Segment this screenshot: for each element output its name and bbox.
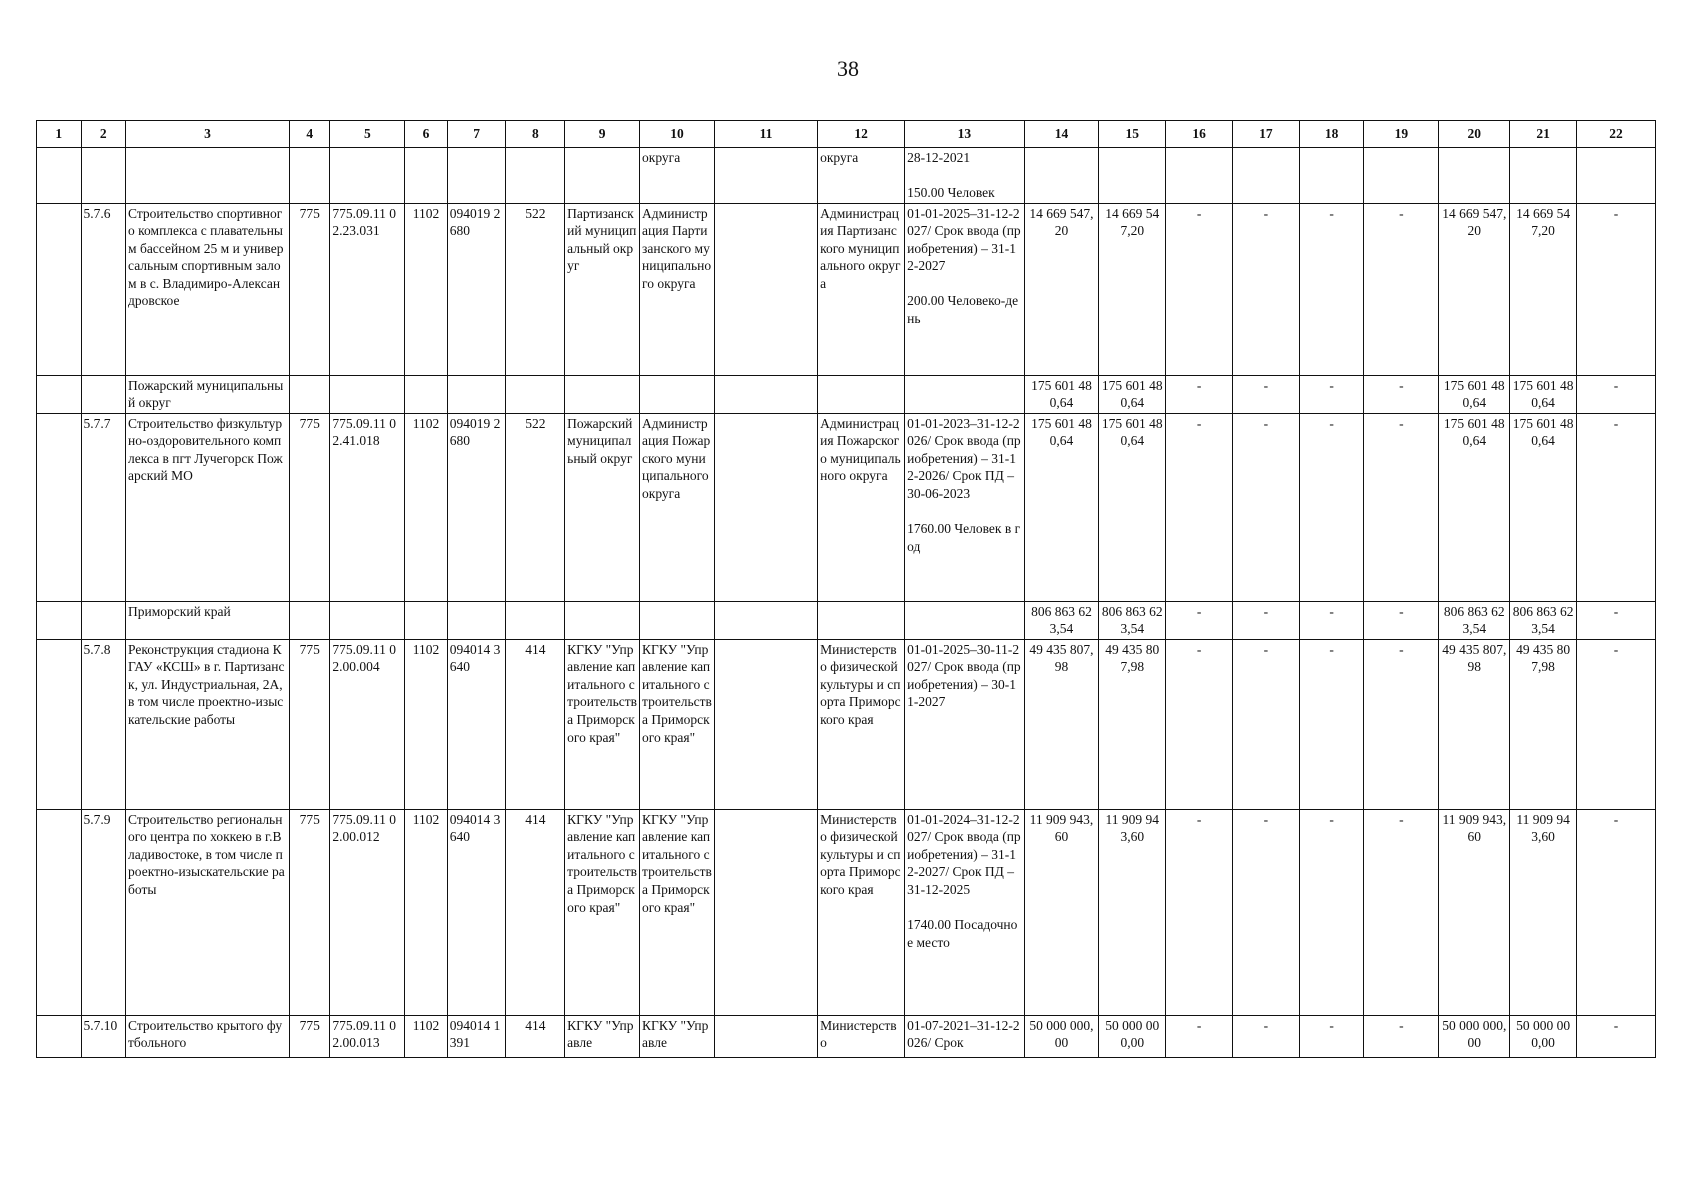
- table-cell: [818, 375, 905, 413]
- table-cell: [37, 601, 82, 639]
- table-cell: 175 601 480,64: [1439, 375, 1510, 413]
- table-cell: округа: [818, 148, 905, 204]
- table-cell: 414: [506, 809, 565, 1015]
- table-cell: [714, 203, 817, 375]
- table-cell: [1232, 148, 1299, 204]
- table-cell: 1102: [405, 413, 447, 601]
- table-cell: 11 909 943,60: [1024, 809, 1099, 1015]
- table-cell: КГКУ "Управление капитального строительства Приморского края": [565, 639, 640, 809]
- table-cell: 1102: [405, 809, 447, 1015]
- table-cell: 414: [506, 639, 565, 809]
- table-cell: -: [1364, 1015, 1439, 1057]
- table-cell: -: [1166, 639, 1233, 809]
- table-cell: 14 669 547,20: [1099, 203, 1166, 375]
- table-cell: 1102: [405, 1015, 447, 1057]
- header-cell: 14: [1024, 121, 1099, 148]
- table-cell: 175 601 480,64: [1099, 375, 1166, 413]
- table-cell: [905, 601, 1024, 639]
- table-cell: -: [1232, 639, 1299, 809]
- table-cell: [330, 148, 405, 204]
- table-cell: [289, 601, 329, 639]
- table-cell: [37, 413, 82, 601]
- table-cell: Пожарский муниципальный округ: [565, 413, 640, 601]
- page-number: 38: [837, 56, 859, 81]
- table-cell: [1364, 148, 1439, 204]
- table-cell: 14 669 547,20: [1439, 203, 1510, 375]
- table-cell: [81, 375, 126, 413]
- table-cell: -: [1364, 413, 1439, 601]
- table-cell: 094014 3640: [447, 639, 506, 809]
- table-cell: [447, 601, 506, 639]
- budget-table: [36, 120, 1656, 1058]
- table-cell: 49 435 807,98: [1099, 639, 1166, 809]
- table-cell: 775: [289, 203, 329, 375]
- table-cell: -: [1166, 809, 1233, 1015]
- table-cell: 806 863 623,54: [1439, 601, 1510, 639]
- table-cell: 5.7.8: [81, 639, 126, 809]
- table-cell: -: [1166, 601, 1233, 639]
- table-cell: 49 435 807,98: [1024, 639, 1099, 809]
- table-cell: Администрация Пожарского муниципального округа: [818, 413, 905, 601]
- table-row: [37, 639, 1656, 809]
- table-cell: [905, 375, 1024, 413]
- header-cell: 19: [1364, 121, 1439, 148]
- table-cell: 11 909 943,60: [1510, 809, 1577, 1015]
- table-cell: [330, 601, 405, 639]
- header-cell: 9: [565, 121, 640, 148]
- table-cell: Администрация Партизанского муниципального округа: [818, 203, 905, 375]
- header-cell: 15: [1099, 121, 1166, 148]
- table-cell: 01-01-2025–30-11-2027/ Срок ввода (приобретения) – 30-11-2027: [905, 639, 1024, 809]
- table-cell: [1024, 148, 1099, 204]
- table-cell: -: [1232, 809, 1299, 1015]
- header-cell: 3: [126, 121, 290, 148]
- table-cell: Министерство физической культуры и спорта Приморского края: [818, 639, 905, 809]
- table-cell: [405, 148, 447, 204]
- table-cell: [818, 601, 905, 639]
- table-cell: 01-01-2024–31-12-2027/ Срок ввода (приобретения) – 31-12-2027/ Срок ПД – 31-12-2025 1740.00 Посадочное место: [905, 809, 1024, 1015]
- table-cell: КГКУ "Управление капитального строительства Приморского края": [640, 809, 715, 1015]
- table-cell: -: [1364, 639, 1439, 809]
- table-cell: 175 601 480,64: [1099, 413, 1166, 601]
- header-cell: 17: [1232, 121, 1299, 148]
- table-cell: -: [1576, 203, 1655, 375]
- header-cell: 8: [506, 121, 565, 148]
- header-cell: 16: [1166, 121, 1233, 148]
- table-cell: Пожарский муниципальный округ: [126, 375, 290, 413]
- table-cell: -: [1299, 413, 1364, 601]
- table-row: [37, 1015, 1656, 1057]
- header-cell: 20: [1439, 121, 1510, 148]
- table-cell: [37, 203, 82, 375]
- table-cell: Строительство регионального центра по хоккею в г.Владивостоке, в том числе проектно-изыскательские работы: [126, 809, 290, 1015]
- table-cell: -: [1576, 413, 1655, 601]
- table-cell: [1166, 148, 1233, 204]
- header-cell: 21: [1510, 121, 1577, 148]
- table-cell: [1099, 148, 1166, 204]
- table-cell: 11 909 943,60: [1099, 809, 1166, 1015]
- table-cell: -: [1576, 639, 1655, 809]
- table-cell: 094014 3640: [447, 809, 506, 1015]
- table-cell: [565, 601, 640, 639]
- table-cell: [506, 375, 565, 413]
- table-cell: -: [1166, 1015, 1233, 1057]
- table-cell: [37, 639, 82, 809]
- table-cell: [640, 375, 715, 413]
- header-cell: 7: [447, 121, 506, 148]
- table-cell: -: [1299, 375, 1364, 413]
- table-cell: 1102: [405, 639, 447, 809]
- table-cell: 1102: [405, 203, 447, 375]
- table-cell: 806 863 623,54: [1510, 601, 1577, 639]
- table-cell: -: [1299, 203, 1364, 375]
- table-cell: Министерство физической культуры и спорта Приморского края: [818, 809, 905, 1015]
- table-cell: Администрация Партизанского муниципального округа: [640, 203, 715, 375]
- table-cell: [37, 375, 82, 413]
- table-cell: -: [1576, 809, 1655, 1015]
- table-cell: 175 601 480,64: [1024, 413, 1099, 601]
- table-row: [37, 203, 1656, 375]
- table-row: [37, 375, 1656, 413]
- header-cell: 22: [1576, 121, 1655, 148]
- table-cell: 5.7.9: [81, 809, 126, 1015]
- table-cell: округа: [640, 148, 715, 204]
- table-row: [37, 601, 1656, 639]
- table-cell: -: [1232, 375, 1299, 413]
- header-cell: 2: [81, 121, 126, 148]
- table-row: [37, 413, 1656, 601]
- table-cell: Реконструкция стадиона КГАУ «КСШ» в г. Партизанск, ул. Индустриальная, 2А, в том числе проектно-изыскательские работы: [126, 639, 290, 809]
- table-cell: 50 000 000,00: [1510, 1015, 1577, 1057]
- table-cell: [640, 601, 715, 639]
- table-cell: Строительство физкультурно-оздоровительного комплекса в пгт Лучегорск Пожарский МО: [126, 413, 290, 601]
- table-cell: [37, 148, 82, 204]
- table-cell: -: [1364, 809, 1439, 1015]
- table-cell: КГКУ "Управление капитального строительства Приморского края": [640, 639, 715, 809]
- table-cell: -: [1299, 639, 1364, 809]
- table-cell: -: [1576, 601, 1655, 639]
- header-cell: 12: [818, 121, 905, 148]
- table-cell: [1510, 148, 1577, 204]
- table-cell: КГКУ "Управле: [565, 1015, 640, 1057]
- table-cell: 50 000 000,00: [1099, 1015, 1166, 1057]
- table-cell: -: [1299, 601, 1364, 639]
- table-cell: -: [1232, 601, 1299, 639]
- table-cell: 175 601 480,64: [1510, 375, 1577, 413]
- table-cell: 14 669 547,20: [1510, 203, 1577, 375]
- table-cell: [714, 1015, 817, 1057]
- table-cell: 01-07-2021–31-12-2026/ Срок: [905, 1015, 1024, 1057]
- table-row: [37, 809, 1656, 1015]
- table-cell: -: [1166, 203, 1233, 375]
- table-cell: 094019 2680: [447, 413, 506, 601]
- table-cell: 775.09.11 02.23.031: [330, 203, 405, 375]
- table-cell: 522: [506, 413, 565, 601]
- table-cell: [37, 1015, 82, 1057]
- header-cell: 10: [640, 121, 715, 148]
- table-cell: -: [1299, 1015, 1364, 1057]
- table-cell: 414: [506, 1015, 565, 1057]
- header-cell: 11: [714, 121, 817, 148]
- table-cell: -: [1576, 1015, 1655, 1057]
- table-cell: -: [1364, 601, 1439, 639]
- table-cell: -: [1166, 413, 1233, 601]
- table-cell: [330, 375, 405, 413]
- table-cell: 175 601 480,64: [1024, 375, 1099, 413]
- table-cell: 775: [289, 413, 329, 601]
- header-row: [37, 121, 1656, 148]
- table-body: [37, 148, 1656, 1058]
- table-cell: Министерство: [818, 1015, 905, 1057]
- table-cell: [289, 148, 329, 204]
- table-cell: [81, 148, 126, 204]
- header-cell: 1: [37, 121, 82, 148]
- table-cell: [447, 148, 506, 204]
- table-cell: 094014 1391: [447, 1015, 506, 1057]
- table-cell: [714, 639, 817, 809]
- table-cell: 5.7.10: [81, 1015, 126, 1057]
- table-cell: 806 863 623,54: [1024, 601, 1099, 639]
- table-cell: -: [1364, 375, 1439, 413]
- table-cell: 5.7.6: [81, 203, 126, 375]
- table-cell: 775.09.11 02.00.013: [330, 1015, 405, 1057]
- table-cell: [714, 413, 817, 601]
- table-cell: 01-01-2025–31-12-2027/ Срок ввода (приобретения) – 31-12-2027 200.00 Человеко-день: [905, 203, 1024, 375]
- table-cell: Приморский край: [126, 601, 290, 639]
- table-cell: [506, 148, 565, 204]
- table-cell: [565, 375, 640, 413]
- table-cell: 775.09.11 02.00.012: [330, 809, 405, 1015]
- table-cell: -: [1232, 203, 1299, 375]
- table-cell: [405, 375, 447, 413]
- table-cell: 49 435 807,98: [1510, 639, 1577, 809]
- table-cell: Партизанский муниципальный округ: [565, 203, 640, 375]
- table-cell: -: [1166, 375, 1233, 413]
- table-cell: 50 000 000,00: [1439, 1015, 1510, 1057]
- table-cell: 175 601 480,64: [1439, 413, 1510, 601]
- table-cell: 14 669 547,20: [1024, 203, 1099, 375]
- table-cell: [506, 601, 565, 639]
- table-cell: 11 909 943,60: [1439, 809, 1510, 1015]
- table-cell: -: [1232, 1015, 1299, 1057]
- header-cell: 18: [1299, 121, 1364, 148]
- table-cell: КГКУ "Управление капитального строительства Приморского края": [565, 809, 640, 1015]
- table-row: [37, 148, 1656, 204]
- header-cell: 5: [330, 121, 405, 148]
- table-cell: 775: [289, 809, 329, 1015]
- table-cell: [126, 148, 290, 204]
- table-cell: 522: [506, 203, 565, 375]
- table-cell: [1439, 148, 1510, 204]
- table-cell: [1576, 148, 1655, 204]
- table-cell: 775.09.11 02.41.018: [330, 413, 405, 601]
- table-cell: Строительство спортивного комплекса с плавательным бассейном 25 м и универсальным спортивным залом в с. Владимиро-Александровское: [126, 203, 290, 375]
- table-cell: -: [1576, 375, 1655, 413]
- header-cell: 6: [405, 121, 447, 148]
- table-cell: [37, 809, 82, 1015]
- table-cell: 01-01-2023–31-12-2026/ Срок ввода (приобретения) – 31-12-2026/ Срок ПД – 30-06-2023 1760.00 Человек в год: [905, 413, 1024, 601]
- table-cell: 775.09.11 02.00.004: [330, 639, 405, 809]
- table-cell: [1299, 148, 1364, 204]
- table-cell: -: [1364, 203, 1439, 375]
- table-cell: [405, 601, 447, 639]
- table-cell: 50 000 000,00: [1024, 1015, 1099, 1057]
- table-cell: КГКУ "Управле: [640, 1015, 715, 1057]
- table-cell: [714, 148, 817, 204]
- table-cell: Строительство крытого футбольного: [126, 1015, 290, 1057]
- table-cell: 806 863 623,54: [1099, 601, 1166, 639]
- table-cell: [81, 601, 126, 639]
- header-cell: 13: [905, 121, 1024, 148]
- header-cell: 4: [289, 121, 329, 148]
- table-cell: Администрация Пожарского муниципального округа: [640, 413, 715, 601]
- table-cell: [714, 375, 817, 413]
- table-cell: 5.7.7: [81, 413, 126, 601]
- table-cell: [447, 375, 506, 413]
- table-cell: 094019 2680: [447, 203, 506, 375]
- table-cell: 775: [289, 639, 329, 809]
- table-cell: [565, 148, 640, 204]
- table-cell: 49 435 807,98: [1439, 639, 1510, 809]
- table-cell: 28-12-2021 150.00 Человек: [905, 148, 1024, 204]
- table-cell: -: [1232, 413, 1299, 601]
- table-cell: [289, 375, 329, 413]
- table-cell: [714, 809, 817, 1015]
- table-cell: 775: [289, 1015, 329, 1057]
- table-cell: -: [1299, 809, 1364, 1015]
- table-cell: 175 601 480,64: [1510, 413, 1577, 601]
- table-cell: [714, 601, 817, 639]
